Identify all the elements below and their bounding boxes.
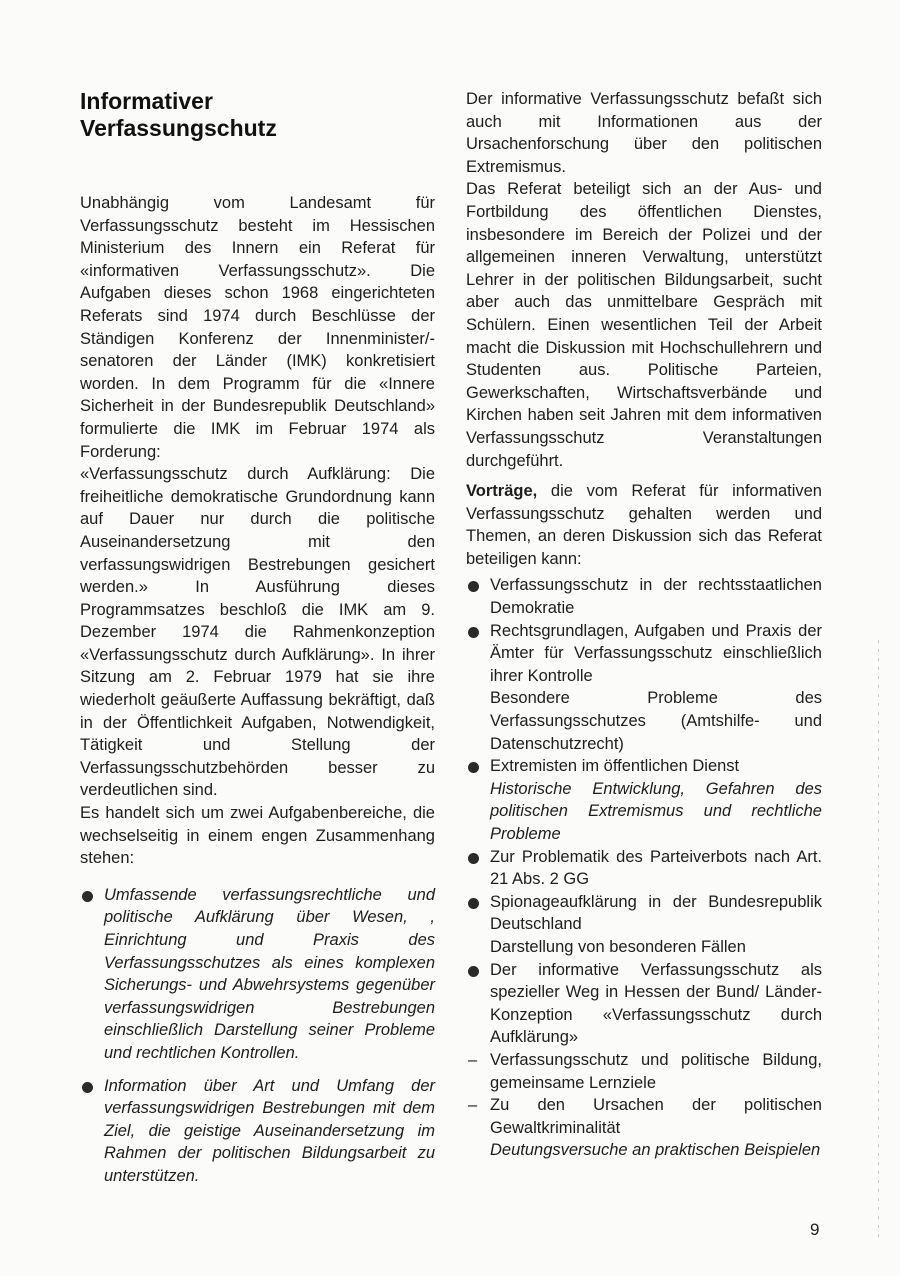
list-item (466, 755, 822, 845)
title-line-1: Informativer (80, 88, 213, 114)
page-number: 9 (810, 1220, 820, 1239)
left-bullet-list (80, 884, 435, 1188)
list-item-subtext: Darstellung von besonderen Fällen (490, 937, 746, 956)
list-item-text: Zu den Ursachen der politischen Gewaltkriminalität (490, 1096, 822, 1137)
list-item-subtext: Besondere Probleme des Verfassungsschutzes (Amtshilfe- und Datenschutzrecht) (490, 689, 822, 753)
bullet-dot-icon (468, 581, 479, 592)
list-item (466, 1049, 822, 1094)
lectures-intro: die vom Referat für informativen Verfassungsschutz gehalten werden und Themen, an deren Diskussion sich das Referat beteiligen kann: (466, 482, 822, 568)
right-paragraph-1: Der informative Verfassungsschutz befaßt sich auch mit Informationen aus der Ursachenforschung über den politischen Extremismus. (466, 90, 822, 176)
left-paragraph-1: Unabhängig vom Landesamt für Verfassungsschutz besteht im Hessischen Ministerium des Innern ein Referat für «informativen Verfassungsschutz». Die Aufgaben dieses schon 1968 eingerichteten Referats sind 1974 durch Beschlüsse der Ständigen Konferenz der Innenminister/-senatoren der Länder (IMK) konkretisiert worden. In dem Programm für die «Innere Sicherheit in der Bundesrepublik Deutschland» formulierte die IMK im Februar 1974 als Forderung: (80, 194, 435, 461)
bullet-dot-icon (82, 891, 93, 902)
bullet-dot-icon (468, 898, 479, 909)
right-paragraph-2: Das Referat beteiligt sich an der Aus- und Fortbildung des öffentlichen Dienstes, insbesondere im Bereich der Polizei und der allgemeinen inneren Verwaltung, unterstützt Lehrer in der politischen Bildungsarbeit, sucht aber auch das unmittelbare Gespräch mit Schülern. Einen wesentlichen Teil der Arbeit macht die Diskussion mit Hochschullehrern und Studenten aus. Politische Parteien, Gewerkschaften, Wirtschaftsverbände und Kirchen haben seit Jahren mit dem informativen Verfassungsschutz Veranstaltungen durchgeführt. (466, 180, 822, 470)
right-column (466, 88, 822, 1162)
list-item (466, 891, 822, 959)
list-item-text: Extremisten im öffentlichen Dienst (490, 757, 740, 776)
title-line-2: Verfassungschutz (80, 115, 277, 141)
left-column (80, 192, 435, 1188)
list-item-text: Umfassende verfassungsrechtliche und politische Aufklärung über Wesen, , Einrichtung und Praxis des Verfassungsschutzes als eines komplexen Sicherungs- und Abwehrsystems gegenüber verfassungswidrigen Bestrebungen einschließlich Darstellung seiner Probleme und rechtlichen Kontrollen. (104, 885, 435, 1062)
list-item-text: Zur Problematik des Parteiverbots nach Art. 21 Abs. 2 GG (490, 847, 822, 889)
bullet-dot-icon (468, 627, 479, 638)
list-item-text: Spionageaufklärung in der Bundesrepublik Deutschland (490, 892, 822, 934)
bullet-dot-icon (82, 1082, 93, 1093)
list-item-subtext: Historische Entwicklung, Gefahren des politischen Extremismus und rechtliche Probleme (490, 779, 822, 843)
dash-icon: – (468, 1050, 478, 1069)
dash-icon: – (468, 1096, 478, 1115)
bullet-dot-icon (468, 762, 479, 773)
bullet-dot-icon (468, 853, 479, 864)
list-item-text: Verfassungsschutz und politische Bildung, gemeinsame Lernziele (490, 1050, 822, 1092)
list-item-text: Der informative Verfassungsschutz als spezieller Weg in Hessen der Bund/ Länder-Konzeption «Verfassungsschutz durch Aufklärung» (490, 960, 822, 1047)
list-item-text: Verfassungsschutz in der rechtsstaatlichen Demokratie (490, 576, 822, 618)
list-item (466, 574, 822, 619)
left-paragraph-2: «Verfassungsschutz durch Aufklärung: Die freiheitliche demokratische Grundordnung kann auf Dauer nur durch die politische Auseinandersetzung mit den verfassungswidrigen Bestrebungen gesichert werden.» In Ausführung dieses Programmsatzes beschloß die IMK am 9. Dezember 1974 die Rahmenkonzeption «Verfassungsschutz durch Aufklärung». In ihrer Sitzung am 2. Februar 1979 hat sie ihre wiederholt geäußerte Auffassung bekräftigt, daß in der Öffentlichkeit Aufgaben, Notwendigkeit, Tätigkeit und Stellung der Verfassungsschutzbehörden besser zu verdeutlichen sind. (80, 465, 435, 800)
list-item (466, 846, 822, 891)
list-item (80, 884, 435, 1065)
page-title (80, 88, 440, 142)
list-item (466, 959, 822, 1049)
scan-edge-line (878, 640, 879, 1240)
left-paragraph-3: Es handelt sich um zwei Aufgabenbereiche, die wechselseitig in einem engen Zusammenhang stehen: (80, 804, 435, 868)
list-item (466, 1094, 822, 1162)
right-bullet-list (466, 574, 822, 1161)
list-item-text: Information über Art und Umfang der verfassungswidrigen Bestrebungen mit dem Ziel, die geistige Auseinandersetzung im Rahmen der politischen Bildungsarbeit zu unterstützen. (104, 1076, 435, 1185)
list-item (80, 1075, 435, 1188)
list-item-text: Rechtsgrundlagen, Aufgaben und Praxis der Ämter für Verfassungsschutz einschließlich ihrer Kontrolle (490, 621, 822, 685)
list-item (466, 620, 822, 756)
lectures-heading: Vorträge, (466, 482, 538, 501)
list-item-subtext: Deutungsversuche an praktischen Beispielen (490, 1141, 821, 1160)
bullet-dot-icon (468, 966, 479, 977)
right-paragraph-3 (466, 480, 822, 570)
